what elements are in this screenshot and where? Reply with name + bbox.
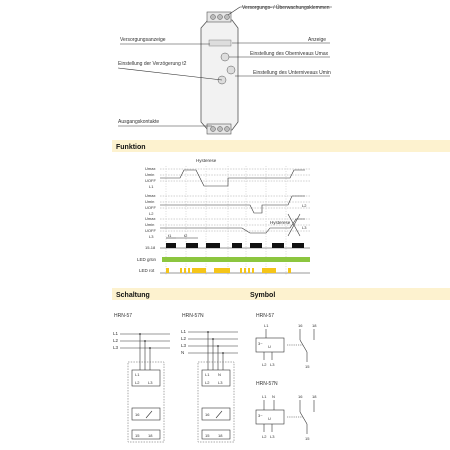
label-upper-level: Einstellung des Oberniveaus Umax <box>250 51 329 57</box>
symbol-terminal-label: L1 <box>264 323 269 328</box>
symbol-a-title: HRN-57 <box>256 313 275 319</box>
symbol-terminal-label: L3 <box>270 434 275 439</box>
label-lower-level: Einstellung des Unterniveaus Umin <box>253 70 331 76</box>
label-display: Anzeige <box>308 37 327 43</box>
l2-marker: L2 <box>302 203 307 208</box>
wiring-a-title: HRN-57 <box>114 313 133 319</box>
label-delay-setting: Einstellung der Verzögerung t2 <box>118 61 187 67</box>
symbol-contact-label: 15 <box>305 364 310 369</box>
t2-label: t2 <box>184 233 188 238</box>
hysteresis-label-low: Hysterese <box>270 220 291 225</box>
terminal-label: 15 <box>135 433 140 438</box>
voltage-symbol: U <box>268 344 271 349</box>
terminal-screw-icon <box>218 15 223 20</box>
voltage-symbol: U <box>268 416 271 421</box>
terminal-screw-icon <box>211 127 216 132</box>
terminal-screw-icon <box>211 15 216 20</box>
symbol-b-title: HRN-57N <box>256 381 278 387</box>
led-red-label: LED rot <box>139 268 155 273</box>
three-phase-symbol: 3~ <box>258 341 263 346</box>
axis-label: UOFF <box>145 205 156 210</box>
l3-marker: L3 <box>302 225 307 230</box>
wiring-header-band <box>112 288 450 300</box>
line-label: L1 <box>181 329 187 334</box>
terminal-label: L3 <box>218 380 223 385</box>
label-supply-indicator: Versorgungsanzeige <box>120 37 166 43</box>
dial-icon <box>227 66 235 74</box>
symbol-contact-label: 16 <box>298 323 303 328</box>
axis-label: Umin <box>145 222 155 227</box>
relay-pulses <box>166 243 304 248</box>
dial-icon <box>221 53 229 61</box>
label-supply-terminals: Versorgungs- / Überwachungsklemmen <box>242 5 330 11</box>
axis-label: Umin <box>145 172 155 177</box>
terminal-label: 16 <box>135 412 140 417</box>
symbol-contact-label: 16 <box>298 394 303 399</box>
axis-label: Umax <box>145 216 156 221</box>
symbol-terminal-label: L2 <box>262 434 267 439</box>
symbol-terminal-label: N <box>272 394 275 399</box>
device-illustration <box>118 4 332 134</box>
line-label: L2 <box>113 338 119 343</box>
axis-label: Umin <box>145 199 155 204</box>
leader-line <box>228 7 240 15</box>
led-green-bar <box>162 257 310 262</box>
wiring-heading: Schaltung <box>116 292 150 299</box>
line-label: L1 <box>113 331 119 336</box>
symbol-hrn57n <box>256 381 317 441</box>
axis-label: L1 <box>149 184 154 189</box>
wiring-b-title: HRN-57N <box>182 313 204 319</box>
led-green-label: LED grün <box>137 257 157 262</box>
symbol-contact-label: 18 <box>312 394 317 399</box>
line-label: L2 <box>181 336 187 341</box>
symbol-heading: Symbol <box>250 292 276 299</box>
line-label: L3 <box>181 343 187 348</box>
relay-housing <box>201 20 238 130</box>
terminal-label: L2 <box>135 380 140 385</box>
led-red-pulses <box>166 268 291 273</box>
terminal-label: N <box>218 372 221 377</box>
terminal-label: 16 <box>205 412 210 417</box>
line-label: N <box>181 350 185 355</box>
symbol-contact-label: 18 <box>312 323 317 328</box>
axis-label: Umax <box>145 166 156 171</box>
function-header-band <box>112 140 450 152</box>
terminal-screw-icon <box>225 127 230 132</box>
relay-row-label: 15-18 <box>145 245 156 250</box>
terminal-label: L2 <box>205 380 210 385</box>
terminal-screw-icon <box>218 127 223 132</box>
symbol-terminal-label: L2 <box>262 362 267 367</box>
terminal-screw-icon <box>225 15 230 20</box>
terminal-label: 18 <box>148 433 153 438</box>
timing-diagram <box>137 158 310 275</box>
label-output-contacts: Ausgangskontakte <box>118 119 160 125</box>
led-window <box>209 40 231 46</box>
terminal-label: 15 <box>205 433 210 438</box>
function-heading: Funktion <box>116 144 146 151</box>
terminal-label: L1 <box>135 372 140 377</box>
t1-label: t1 <box>168 233 172 238</box>
terminal-label: L1 <box>205 372 210 377</box>
trace-l1 <box>160 170 305 186</box>
axis-label: Umax <box>145 193 156 198</box>
symbol-hrn57 <box>256 313 317 369</box>
axis-label: L3 <box>149 234 154 239</box>
symbol-contact-label: 15 <box>305 436 310 441</box>
trace-l2 <box>160 196 305 213</box>
terminal-label: 18 <box>218 433 223 438</box>
axis-label: L2 <box>149 211 154 216</box>
axis-label: UOFF <box>145 178 156 183</box>
axis-label: UOFF <box>145 228 156 233</box>
wiring-hrn57 <box>113 313 170 442</box>
line-label: L3 <box>113 345 119 350</box>
terminal-label: L3 <box>148 380 153 385</box>
symbol-terminal-label: L1 <box>262 394 267 399</box>
wiring-hrn57n <box>181 313 238 442</box>
hysteresis-label: Hysterese <box>196 158 217 163</box>
three-phase-symbol: 3~ <box>258 413 263 418</box>
symbol-terminal-label: L3 <box>270 362 275 367</box>
